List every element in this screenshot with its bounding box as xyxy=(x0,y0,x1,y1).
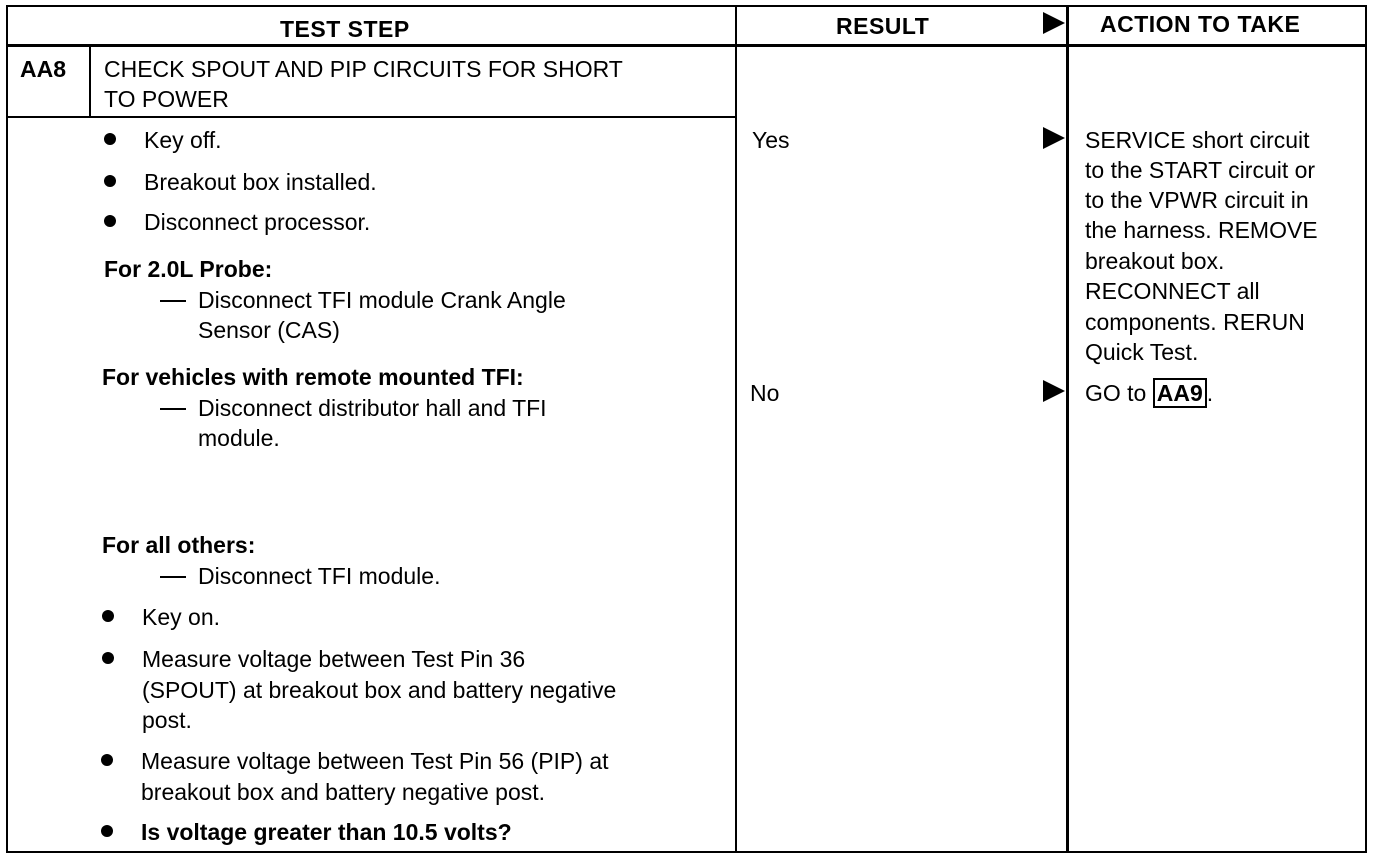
others-line1: Disconnect TFI module. xyxy=(198,563,441,589)
step-title-line1: CHECK SPOUT AND PIP CIRCUITS FOR SHORT xyxy=(104,56,623,82)
bullet-icon xyxy=(102,610,114,622)
header-rule xyxy=(6,44,1367,47)
action-no-suffix: . xyxy=(1206,380,1214,406)
step-id: AA8 xyxy=(20,56,67,82)
bottom-border xyxy=(6,851,1367,853)
bullet-icon xyxy=(102,652,114,664)
action-yes-line4: the harness. REMOVE xyxy=(1085,217,1318,243)
measure-spout-line2: (SPOUT) at breakout box and battery negative xyxy=(142,677,617,703)
probe-line1: Disconnect TFI module Crank Angle xyxy=(198,287,566,313)
dash-icon xyxy=(160,300,186,302)
bullet-icon xyxy=(104,133,116,145)
dash-icon xyxy=(160,408,186,410)
measure-pip-line1: Measure voltage between Test Pin 56 (PIP) at xyxy=(141,748,609,774)
result-no-arrow-icon xyxy=(1043,380,1065,402)
measure-spout-line1: Measure voltage between Test Pin 36 xyxy=(142,646,526,672)
header-action: ACTION TO TAKE xyxy=(1100,11,1301,37)
remote-line1: Disconnect distributor hall and TFI xyxy=(198,395,547,421)
right-border xyxy=(1365,5,1367,852)
voltage-question: Is voltage greater than 10.5 volts? xyxy=(141,819,512,845)
bullet-icon xyxy=(104,175,116,187)
step-key-on: Key on. xyxy=(142,604,220,630)
bullet-icon xyxy=(101,754,113,766)
result-no: No xyxy=(750,380,780,406)
step-id-divider xyxy=(89,46,91,118)
action-yes-line5: breakout box. xyxy=(1085,248,1225,274)
step-title-line2: TO POWER xyxy=(104,86,229,112)
action-no xyxy=(1085,378,1213,408)
action-yes-line8: Quick Test. xyxy=(1085,339,1199,365)
action-yes-line6: RECONNECT all xyxy=(1085,278,1260,304)
bullet-icon xyxy=(104,215,116,227)
header-test-step: TEST STEP xyxy=(280,16,410,42)
measure-pip-line2: breakout box and battery negative post. xyxy=(141,779,546,805)
action-yes-line1: SERVICE short circuit xyxy=(1085,127,1310,153)
action-no-prefix: GO to xyxy=(1085,380,1147,406)
probe-heading: For 2.0L Probe: xyxy=(104,256,273,282)
step-title-rule xyxy=(6,116,737,118)
step-reference-aa9[interactable]: AA9 xyxy=(1153,378,1207,408)
remote-line2: module. xyxy=(198,425,280,451)
result-yes: Yes xyxy=(752,127,790,153)
measure-spout-line3: post. xyxy=(142,707,192,733)
step-breakout-box: Breakout box installed. xyxy=(144,169,377,195)
step-disconnect-processor: Disconnect processor. xyxy=(144,209,371,235)
divider-result-action xyxy=(1066,5,1069,852)
bullet-icon xyxy=(101,825,113,837)
divider-step-result xyxy=(735,5,737,852)
step-key-off: Key off. xyxy=(144,127,222,153)
left-border xyxy=(6,5,8,852)
action-yes-line3: to the VPWR circuit in xyxy=(1085,187,1309,213)
others-heading: For all others: xyxy=(102,532,256,558)
header-result: RESULT xyxy=(836,13,930,39)
top-border xyxy=(6,5,1367,7)
result-yes-arrow-icon xyxy=(1043,127,1065,149)
dash-icon xyxy=(160,576,186,578)
action-yes-line7: components. RERUN xyxy=(1085,309,1305,335)
remote-heading: For vehicles with remote mounted TFI: xyxy=(102,364,524,390)
header-arrow-icon xyxy=(1043,12,1065,34)
probe-line2: Sensor (CAS) xyxy=(198,317,340,343)
action-yes-line2: to the START circuit or xyxy=(1085,157,1316,183)
